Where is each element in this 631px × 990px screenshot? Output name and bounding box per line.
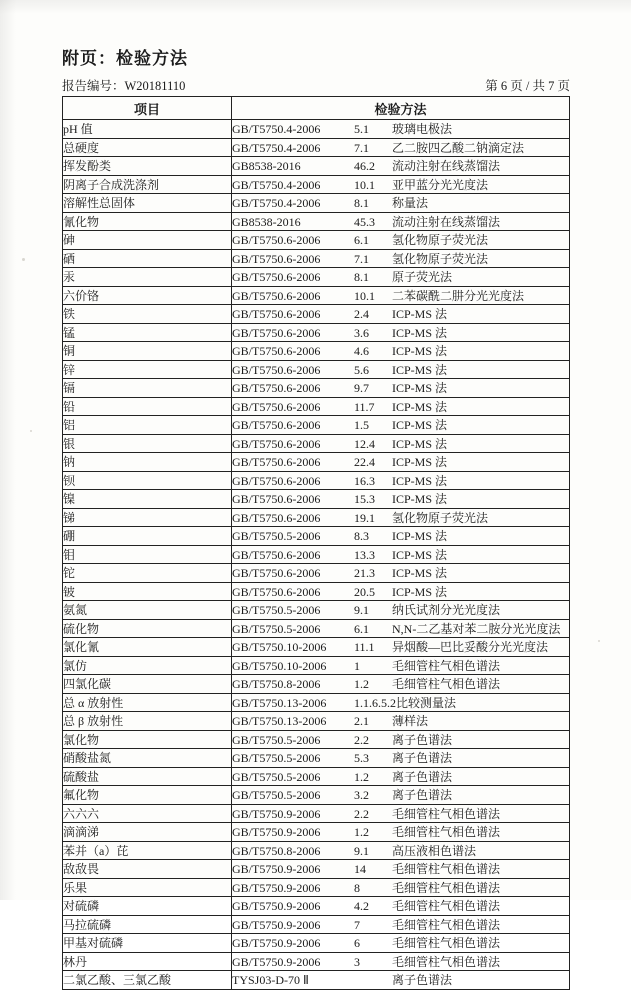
table-row [63,231,570,250]
method-name: ICP-MS 法 [392,547,448,562]
method-name: ICP-MS 法 [392,307,448,322]
method-clause: 8.1 [354,196,369,211]
cell-method [232,323,570,342]
cell-item: 乐果 [63,878,232,897]
method-clause: 11.1 [354,640,375,655]
method-standard: GB/T5750.6-2006 [232,418,321,433]
table-row [63,305,570,324]
method-clause: 2.2 [354,806,369,821]
cell-method [232,397,570,416]
report-number: 报告编号：W20181110 [62,79,186,93]
cell-item: 氨氮 [63,601,232,620]
method-name: 氢化物原子荧光法 [392,510,489,525]
method-name: ICP-MS 法 [392,473,448,488]
cell-method [232,305,570,324]
method-name: ICP-MS 法 [392,566,448,581]
cell-item: 锌 [63,360,232,379]
method-clause: 20.5 [354,584,375,599]
method-clause: 4.6 [354,344,369,359]
cell-method [232,138,570,157]
method-name: ICP-MS 法 [392,362,448,377]
method-standard: GB/T5750.5-2006 [232,529,321,544]
method-clause: 1 [354,658,360,673]
cell-item: 铊 [63,564,232,583]
table-row [63,934,570,953]
method-standard: GB8538-2016 [232,159,301,174]
cell-method [232,860,570,879]
cell-method [232,730,570,749]
table-row [63,619,570,638]
cell-item: 汞 [63,268,232,287]
cell-method [232,490,570,509]
cell-item: 铁 [63,305,232,324]
table-row [63,749,570,768]
method-clause: 6.1 [354,233,369,248]
method-standard: GB/T5750.6-2006 [232,584,321,599]
method-name: 离子色谱法 [392,732,453,747]
table-row [63,268,570,287]
method-standard: GB/T5750.5-2006 [232,603,321,618]
method-name: 氢化物原子荧光法 [392,233,489,248]
method-standard: GB/T5750.5-2006 [232,621,321,636]
cell-method [232,231,570,250]
cell-item: 钼 [63,545,232,564]
cell-method [232,823,570,842]
table-row [63,823,570,842]
method-clause: 46.2 [354,159,375,174]
table-row [63,878,570,897]
table-row [63,379,570,398]
table-row [63,693,570,712]
cell-method [232,619,570,638]
cell-item: 六价铬 [63,286,232,305]
table-row [63,582,570,601]
method-name: 毛细管柱气相色谱法 [392,862,501,877]
method-name: 比较测量法 [396,695,457,710]
table-row [63,416,570,435]
table-row [63,212,570,231]
table-row [63,471,570,490]
method-name: 离子色谱法 [392,769,453,784]
method-name: 高压液相色谱法 [392,843,477,858]
cell-item: 苯并（a）芘 [63,841,232,860]
cell-method [232,749,570,768]
cell-item: 二氯乙酸、三氯乙酸 [63,971,232,990]
cell-method [232,952,570,971]
cell-method [232,508,570,527]
method-clause: 13.3 [354,547,375,562]
cell-method [232,841,570,860]
table-row [63,786,570,805]
method-clause: 9.7 [354,381,369,396]
cell-item: 铝 [63,416,232,435]
method-name: 薄样法 [392,714,429,729]
cell-method [232,342,570,361]
cell-item: 林丹 [63,952,232,971]
method-standard: GB/T5750.5-2006 [232,788,321,803]
cell-item: 砷 [63,231,232,250]
method-name: ICP-MS 法 [392,455,448,470]
inspection-method-table [62,96,570,990]
method-standard: GB/T5750.9-2006 [232,880,321,895]
method-name: ICP-MS 法 [392,492,448,507]
cell-item: 锑 [63,508,232,527]
method-name: ICP-MS 法 [392,325,448,340]
cell-item: 铜 [63,342,232,361]
cell-item: 锰 [63,323,232,342]
method-standard: GB/T5750.10-2006 [232,658,327,673]
cell-item: 总 β 放射性 [63,712,232,731]
method-clause: 7.1 [354,140,369,155]
method-name: ICP-MS 法 [392,584,448,599]
table-row [63,397,570,416]
method-clause: 12.4 [354,436,375,451]
table-row [63,767,570,786]
method-clause: 8.3 [354,529,369,544]
method-standard: GB/T5750.6-2006 [232,251,321,266]
table-row [63,323,570,342]
method-clause: 10.1 [354,177,375,192]
cell-item: 总 α 放射性 [63,693,232,712]
method-standard: GB/T5750.4-2006 [232,196,321,211]
method-standard: GB/T5750.6-2006 [232,233,321,248]
cell-item: 总硬度 [63,138,232,157]
cell-item: 对硫磷 [63,897,232,916]
method-standard: GB/T5750.6-2006 [232,566,321,581]
cell-item: 硼 [63,527,232,546]
method-standard: GB/T5750.5-2006 [232,751,321,766]
method-name: 离子色谱法 [392,788,453,803]
cell-method [232,656,570,675]
method-name: 毛细管柱气相色谱法 [392,880,501,895]
table-row [63,656,570,675]
method-clause: 5.1 [354,122,369,137]
cell-item: 银 [63,434,232,453]
cell-method [232,379,570,398]
method-standard: GB/T5750.9-2006 [232,954,321,969]
cell-item: 钠 [63,453,232,472]
cell-method [232,249,570,268]
cell-item: 滴滴涕 [63,823,232,842]
method-standard: GB/T5750.9-2006 [232,806,321,821]
table-row [63,453,570,472]
method-standard: GB/T5750.6-2006 [232,344,321,359]
method-clause: 5.3 [354,751,369,766]
column-header-item: 项目 [63,97,232,120]
method-clause: 5.6 [354,362,369,377]
cell-item: 硒 [63,249,232,268]
cell-method [232,767,570,786]
method-standard: GB/T5750.6-2006 [232,381,321,396]
table-row [63,860,570,879]
table-row [63,601,570,620]
method-standard: GB/T5750.6-2006 [232,399,321,414]
cell-method [232,693,570,712]
method-clause: 8.1 [354,270,369,285]
method-clause: 14 [354,862,366,877]
table-row [63,971,570,990]
method-name: 毛细管柱气相色谱法 [392,806,501,821]
method-name: 离子色谱法 [392,751,453,766]
cell-method [232,120,570,139]
method-standard: GB/T5750.13-2006 [232,695,327,710]
method-clause: 1.2 [354,677,369,692]
method-name: ICP-MS 法 [392,344,448,359]
method-clause: 9.1 [354,603,369,618]
table-row [63,508,570,527]
table-row [63,675,570,694]
cell-method [232,804,570,823]
method-standard: GB/T5750.9-2006 [232,899,321,914]
table-row [63,730,570,749]
cell-item: 镍 [63,490,232,509]
table-row [63,360,570,379]
cell-item: 挥发酚类 [63,157,232,176]
table-row [63,841,570,860]
table-row [63,952,570,971]
method-standard: GB/T5750.6-2006 [232,288,321,303]
method-standard: GB/T5750.6-2006 [232,362,321,377]
table-row [63,897,570,916]
method-standard: GB/T5750.6-2006 [232,473,321,488]
table-row [63,527,570,546]
method-clause: 2.4 [354,307,369,322]
cell-item: 氰化物 [63,212,232,231]
cell-item: 六六六 [63,804,232,823]
method-standard: GB/T5750.6-2006 [232,455,321,470]
method-clause: 3 [354,954,360,969]
method-clause: 10.1 [354,288,375,303]
scan-speck [598,640,600,642]
method-name: 毛细管柱气相色谱法 [392,658,501,673]
table-row [63,545,570,564]
method-name: 纳氏试剂分光光度法 [392,603,501,618]
cell-method [232,286,570,305]
cell-method [232,471,570,490]
cell-method [232,934,570,953]
cell-method [232,971,570,990]
column-header-method: 检验方法 [232,97,570,120]
method-standard: GB/T5750.6-2006 [232,270,321,285]
table-row [63,638,570,657]
method-standard: GB/T5750.9-2006 [232,936,321,951]
method-clause: 1.1.6.5.2 [354,695,396,710]
method-standard: GB/T5750.6-2006 [232,325,321,340]
method-clause: 1.5 [354,418,369,433]
cell-method [232,786,570,805]
cell-method [232,175,570,194]
table-row [63,286,570,305]
method-clause: 7.1 [354,251,369,266]
method-name: 乙二胺四乙酸二钠滴定法 [392,140,525,155]
method-name: 玻璃电极法 [392,122,453,137]
method-clause: 6.1 [354,621,369,636]
table-row [63,490,570,509]
method-name: ICP-MS 法 [392,529,448,544]
method-standard: GB/T5750.4-2006 [232,177,321,192]
page-number: 第 6 页 / 共 7 页 [485,79,570,93]
method-clause: 2.1 [354,714,369,729]
method-name: 流动注射在线蒸馏法 [392,214,501,229]
method-name: ICP-MS 法 [392,399,448,414]
method-name: ICP-MS 法 [392,381,448,396]
cell-item: 钡 [63,471,232,490]
cell-item: 马拉硫磷 [63,915,232,934]
method-standard: GB/T5750.4-2006 [232,140,321,155]
table-row [63,249,570,268]
cell-item: 硫酸盐 [63,767,232,786]
cell-item: 铅 [63,397,232,416]
cell-method [232,915,570,934]
cell-method [232,212,570,231]
method-standard: GB/T5750.4-2006 [232,122,321,137]
method-clause: 45.3 [354,214,375,229]
method-standard: GB/T5750.8-2006 [232,677,321,692]
cell-item: 氯化物 [63,730,232,749]
method-name: 称量法 [392,196,429,211]
cell-item: 氯化氰 [63,638,232,657]
cell-method [232,545,570,564]
cell-item: 氯仿 [63,656,232,675]
method-clause: 3.2 [354,788,369,803]
table-header-row [63,97,570,120]
table-row [63,120,570,139]
method-standard: GB/T5750.9-2006 [232,825,321,840]
cell-item: 溶解性总固体 [63,194,232,213]
table-row [63,804,570,823]
method-name: 流动注射在线蒸馏法 [392,159,501,174]
cell-method [232,194,570,213]
cell-method [232,564,570,583]
cell-method [232,434,570,453]
cell-method [232,157,570,176]
method-standard: GB/T5750.9-2006 [232,917,321,932]
cell-item: pH 值 [63,120,232,139]
cell-method [232,897,570,916]
cell-item: 铍 [63,582,232,601]
cell-item: 硫化物 [63,619,232,638]
cell-method [232,675,570,694]
method-clause: 9.1 [354,843,369,858]
method-name: 毛细管柱气相色谱法 [392,899,501,914]
cell-method [232,416,570,435]
method-clause: 22.4 [354,455,375,470]
page-title: 附页：检验方法 [62,49,188,68]
table-row [63,434,570,453]
cell-method [232,453,570,472]
method-standard: GB/T5750.6-2006 [232,492,321,507]
method-name: 氢化物原子荧光法 [392,251,489,266]
cell-item: 镉 [63,379,232,398]
cell-method [232,601,570,620]
method-name: 毛细管柱气相色谱法 [392,825,501,840]
method-name: 二苯碳酰二肼分光光度法 [392,288,525,303]
method-clause: 19.1 [354,510,375,525]
cell-item: 阴离子合成洗涤剂 [63,175,232,194]
cell-method [232,527,570,546]
cell-item: 硝酸盐氮 [63,749,232,768]
method-clause: 7 [354,917,360,932]
cell-method [232,878,570,897]
table-row [63,712,570,731]
method-name: N,N-二乙基对苯二胺分光光度法 [392,621,561,636]
table-row [63,138,570,157]
method-name: 异烟酸—巴比妥酸分光光度法 [392,640,549,655]
method-standard: GB/T5750.6-2006 [232,436,321,451]
method-name: 原子荧光法 [392,270,453,285]
method-clause: 3.6 [354,325,369,340]
method-name: 毛细管柱气相色谱法 [392,954,501,969]
method-standard: GB8538-2016 [232,214,301,229]
method-clause: 6 [354,936,360,951]
cell-method [232,638,570,657]
method-standard: GB/T5750.8-2006 [232,843,321,858]
method-name: 离子色谱法 [392,973,453,988]
method-clause: 2.2 [354,732,369,747]
cell-item: 甲基对硫磷 [63,934,232,953]
method-name: ICP-MS 法 [392,436,448,451]
method-standard: GB/T5750.5-2006 [232,732,321,747]
method-name: 毛细管柱气相色谱法 [392,677,501,692]
table-row [63,157,570,176]
method-clause: 8 [354,880,360,895]
method-clause: 16.3 [354,473,375,488]
method-standard: GB/T5750.10-2006 [232,640,327,655]
method-clause: 15.3 [354,492,375,507]
method-standard: GB/T5750.13-2006 [232,714,327,729]
method-standard: TYSJ03-D-70 Ⅱ [232,973,309,988]
method-name: ICP-MS 法 [392,418,448,433]
method-clause: 11.7 [354,399,375,414]
table-row [63,175,570,194]
cell-item: 四氯化碳 [63,675,232,694]
method-standard: GB/T5750.6-2006 [232,547,321,562]
cell-method [232,582,570,601]
method-standard: GB/T5750.6-2006 [232,307,321,322]
table-row [63,342,570,361]
table-row [63,194,570,213]
cell-item: 氟化物 [63,786,232,805]
cell-method [232,268,570,287]
cell-item: 敌敌畏 [63,860,232,879]
scan-speck [22,258,25,261]
method-name: 亚甲蓝分光光度法 [392,177,489,192]
method-standard: GB/T5750.5-2006 [232,769,321,784]
method-clause: 1.2 [354,769,369,784]
method-standard: GB/T5750.6-2006 [232,510,321,525]
report-meta-row [62,76,570,94]
scan-edge-shadow-left [0,0,16,900]
method-clause: 4.2 [354,899,369,914]
method-name: 毛细管柱气相色谱法 [392,917,501,932]
scan-edge-shadow-top [0,0,631,14]
method-clause: 21.3 [354,566,375,581]
method-standard: GB/T5750.9-2006 [232,862,321,877]
scan-speck [30,430,32,432]
table-row [63,564,570,583]
table-row [63,915,570,934]
method-clause: 1.2 [354,825,369,840]
method-name: 毛细管柱气相色谱法 [392,936,501,951]
cell-method [232,712,570,731]
cell-method [232,360,570,379]
